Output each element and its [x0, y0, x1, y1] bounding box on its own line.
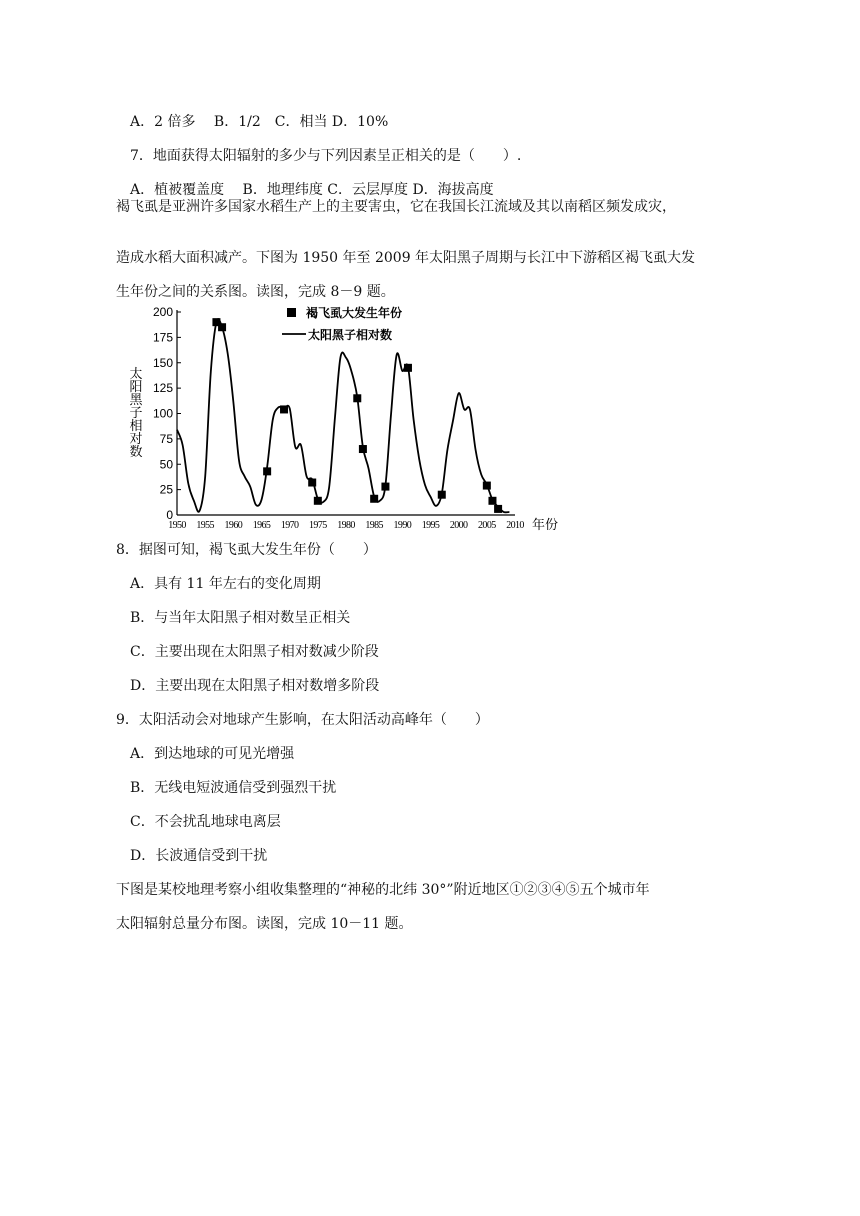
legend: [282, 305, 402, 342]
x-tick-label: 1950: [168, 520, 186, 531]
outbreak-point: [359, 445, 367, 453]
outbreak-point: [353, 394, 361, 402]
outbreak-point: [404, 364, 412, 372]
x-tick-label: 1975: [309, 520, 327, 531]
x-tick-label: 1955: [196, 520, 214, 531]
q9-option-b: B．无线电短波通信受到强烈干扰: [130, 780, 337, 796]
q8-option-a: A．具有 11 年左右的变化周期: [130, 576, 321, 592]
legend-marker-swatch: [287, 308, 296, 317]
q7-stem: 7．地面获得太阳辐射的多少与下列因素呈正相关的是（ ）.: [130, 148, 522, 164]
x-tick-label: 2010: [506, 520, 524, 531]
outbreak-point: [218, 323, 226, 331]
q6-options: A．2 倍多 B．1/2 C．相当 D．10%: [130, 114, 389, 130]
y-tick-label: 150: [152, 355, 173, 370]
x-tick-label: 1985: [365, 520, 383, 531]
q8-option-b: B．与当年太阳黑子相对数呈正相关: [130, 610, 351, 626]
x-tick-label: 1960: [224, 520, 243, 531]
outbreak-point: [280, 405, 288, 413]
outbreak-point: [438, 491, 446, 499]
intro-8-9-line1: 褐飞虱是亚洲许多国家水稻生产上的主要害虫，它在我国长江流域及其以南稻区频发成灾，: [116, 199, 676, 215]
outbreak-point: [488, 497, 496, 505]
intro-10-11-line2: 太阳辐射总量分布图。读图，完成 10－11 题。: [116, 916, 413, 932]
q9-option-a: A．到达地球的可见光增强: [130, 746, 295, 762]
x-tick-label: 2005: [478, 520, 496, 531]
q9-option-d: D．长波通信受到干扰: [130, 848, 268, 864]
outbreak-point: [483, 482, 491, 490]
x-tick-label: 1990: [393, 520, 412, 531]
outbreak-point: [494, 505, 502, 513]
intro-8-9-line2: 造成水稻大面积减产。下图为 1950 年至 2009 年太阳黑子周期与长江中下游稻区褐飞虱大发: [116, 250, 696, 266]
x-tick-label: 1980: [337, 520, 355, 531]
q9-stem: 9．太阳活动会对地球产生影响，在太阳活动高峰年（ ）: [116, 712, 489, 728]
x-tick-label: 2000: [449, 520, 468, 531]
outbreak-point: [308, 479, 316, 487]
legend-marker-label: 褐飞虱大发生年份: [306, 306, 403, 320]
y-tick-label: 200: [152, 305, 173, 319]
sunspot-series-line: [177, 319, 509, 512]
intro-8-9-line3: 生年份之间的关系图。读图，完成 8－9 题。: [116, 284, 395, 300]
x-tick-label: 1995: [421, 520, 440, 531]
q7-options: A．植被覆盖度 B．地理纬度 C．云层厚度 D．海拔高度: [130, 182, 494, 198]
sunspot-outbreak-chart: [120, 302, 600, 538]
outbreak-point: [263, 467, 271, 475]
y-tick-label: 175: [152, 330, 173, 345]
y-tick-label: 50: [159, 457, 173, 472]
q8-option-d: D．主要出现在太阳黑子相对数增多阶段: [130, 678, 380, 694]
q9-option-c: C．不会扰乱地球电离层: [130, 814, 281, 830]
y-tick-label: 75: [159, 431, 173, 446]
y-tick-label: 125: [152, 381, 173, 396]
y-tick-label: 100: [152, 406, 173, 421]
x-tick-label: 1970: [280, 520, 299, 531]
q8-option-c: C．主要出现在太阳黑子相对数减少阶段: [130, 644, 379, 660]
intro-10-11-line1: 下图是某校地理考察小组收集整理的“神秘的北纬 30°”附近地区①②③④⑤五个城市年: [116, 882, 650, 898]
q8-stem: 8．据图可知，褐飞虱大发生年份（ ）: [116, 542, 377, 558]
x-tick-label: 1965: [252, 520, 271, 531]
outbreak-point: [370, 495, 378, 503]
x-axis-label: 年份: [532, 518, 559, 533]
y-tick-label: 0: [166, 508, 173, 522]
outbreak-point: [314, 497, 322, 505]
legend-line-label: 太阳黑子相对数: [308, 328, 393, 342]
y-tick-label: 25: [159, 482, 173, 497]
y-axis-label: 太阳黑子相对数: [126, 366, 142, 458]
outbreak-markers: [212, 318, 502, 513]
outbreak-point: [381, 483, 389, 491]
x-axis-ticks: [168, 520, 524, 531]
